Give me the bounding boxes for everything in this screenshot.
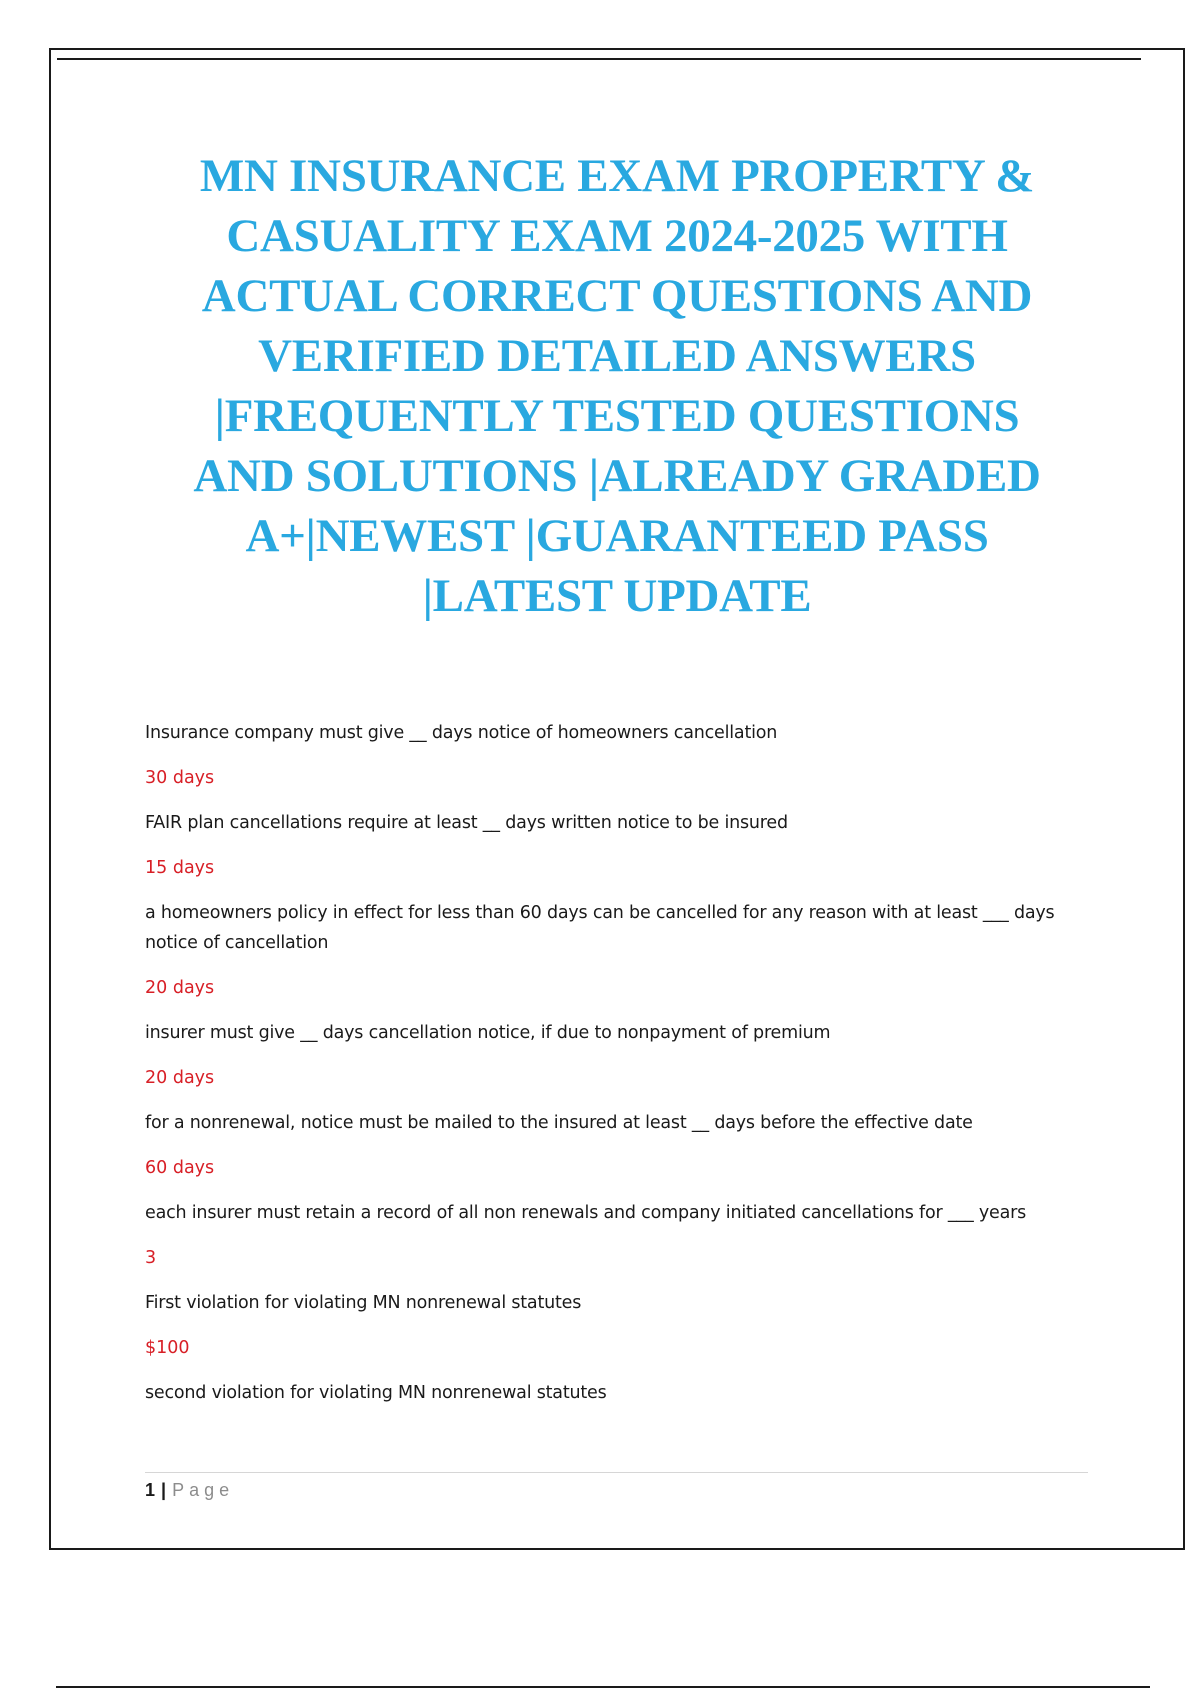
qa-item (145, 1288, 1083, 1363)
qa-item (145, 1018, 1083, 1093)
title-line: |LATEST UPDATE (422, 570, 812, 622)
answer-text: 30 days (145, 768, 215, 788)
question-text: a homeowners policy in effect for less than 60 days can be cancelled for any reason with at least ___ days notice of cancellation (145, 903, 1055, 953)
title-line: A+|NEWEST |GUARANTEED PASS (245, 510, 989, 562)
answer-text: 3 (145, 1248, 157, 1268)
footer-separator: | (161, 1480, 167, 1500)
question-text: Insurance company must give __ days notice of homeowners cancellation (145, 723, 778, 743)
title-line: |FREQUENTLY TESTED QUESTIONS (214, 390, 1020, 442)
page-label: Page (172, 1480, 235, 1500)
title-line: ACTUAL CORRECT QUESTIONS AND (201, 270, 1033, 322)
page-footer (145, 1480, 234, 1501)
footer-rule (145, 1472, 1088, 1473)
title-line: AND SOLUTIONS |ALREADY GRADED (193, 450, 1041, 502)
answer-text: 15 days (145, 858, 215, 878)
title-line: MN INSURANCE EXAM PROPERTY & (199, 150, 1035, 202)
question-text: second violation for violating MN nonrenewal statutes (145, 1383, 607, 1403)
question-text: each insurer must retain a record of all non renewals and company initiated cancellations for ___ years (145, 1203, 1027, 1223)
next-page-rule (56, 1686, 1150, 1688)
answer-text: 20 days (145, 1068, 215, 1088)
answer-text: 20 days (145, 978, 215, 998)
title-line: VERIFIED DETAILED ANSWERS (258, 330, 976, 382)
question-text: for a nonrenewal, notice must be mailed to the insured at least __ days before the effective date (145, 1113, 973, 1133)
qa-item (145, 808, 1083, 883)
qa-item (145, 718, 1083, 793)
answer-text: $100 (145, 1338, 190, 1358)
qa-item (145, 1378, 1083, 1408)
header-rule (57, 58, 1141, 60)
qa-item (145, 1108, 1083, 1183)
question-text: First violation for violating MN nonrenewal statutes (145, 1293, 582, 1313)
document-page (49, 48, 1185, 1550)
document-title (111, 146, 1123, 626)
qa-list (145, 718, 1083, 1423)
qa-item (145, 898, 1083, 1003)
question-text: insurer must give __ days cancellation notice, if due to nonpayment of premium (145, 1023, 831, 1043)
question-text: FAIR plan cancellations require at least __ days written notice to be insured (145, 813, 788, 833)
answer-text: 60 days (145, 1158, 215, 1178)
page-number: 1 (145, 1480, 156, 1500)
title-line: CASUALITY EXAM 2024-2025 WITH (226, 210, 1008, 262)
qa-item (145, 1198, 1083, 1273)
